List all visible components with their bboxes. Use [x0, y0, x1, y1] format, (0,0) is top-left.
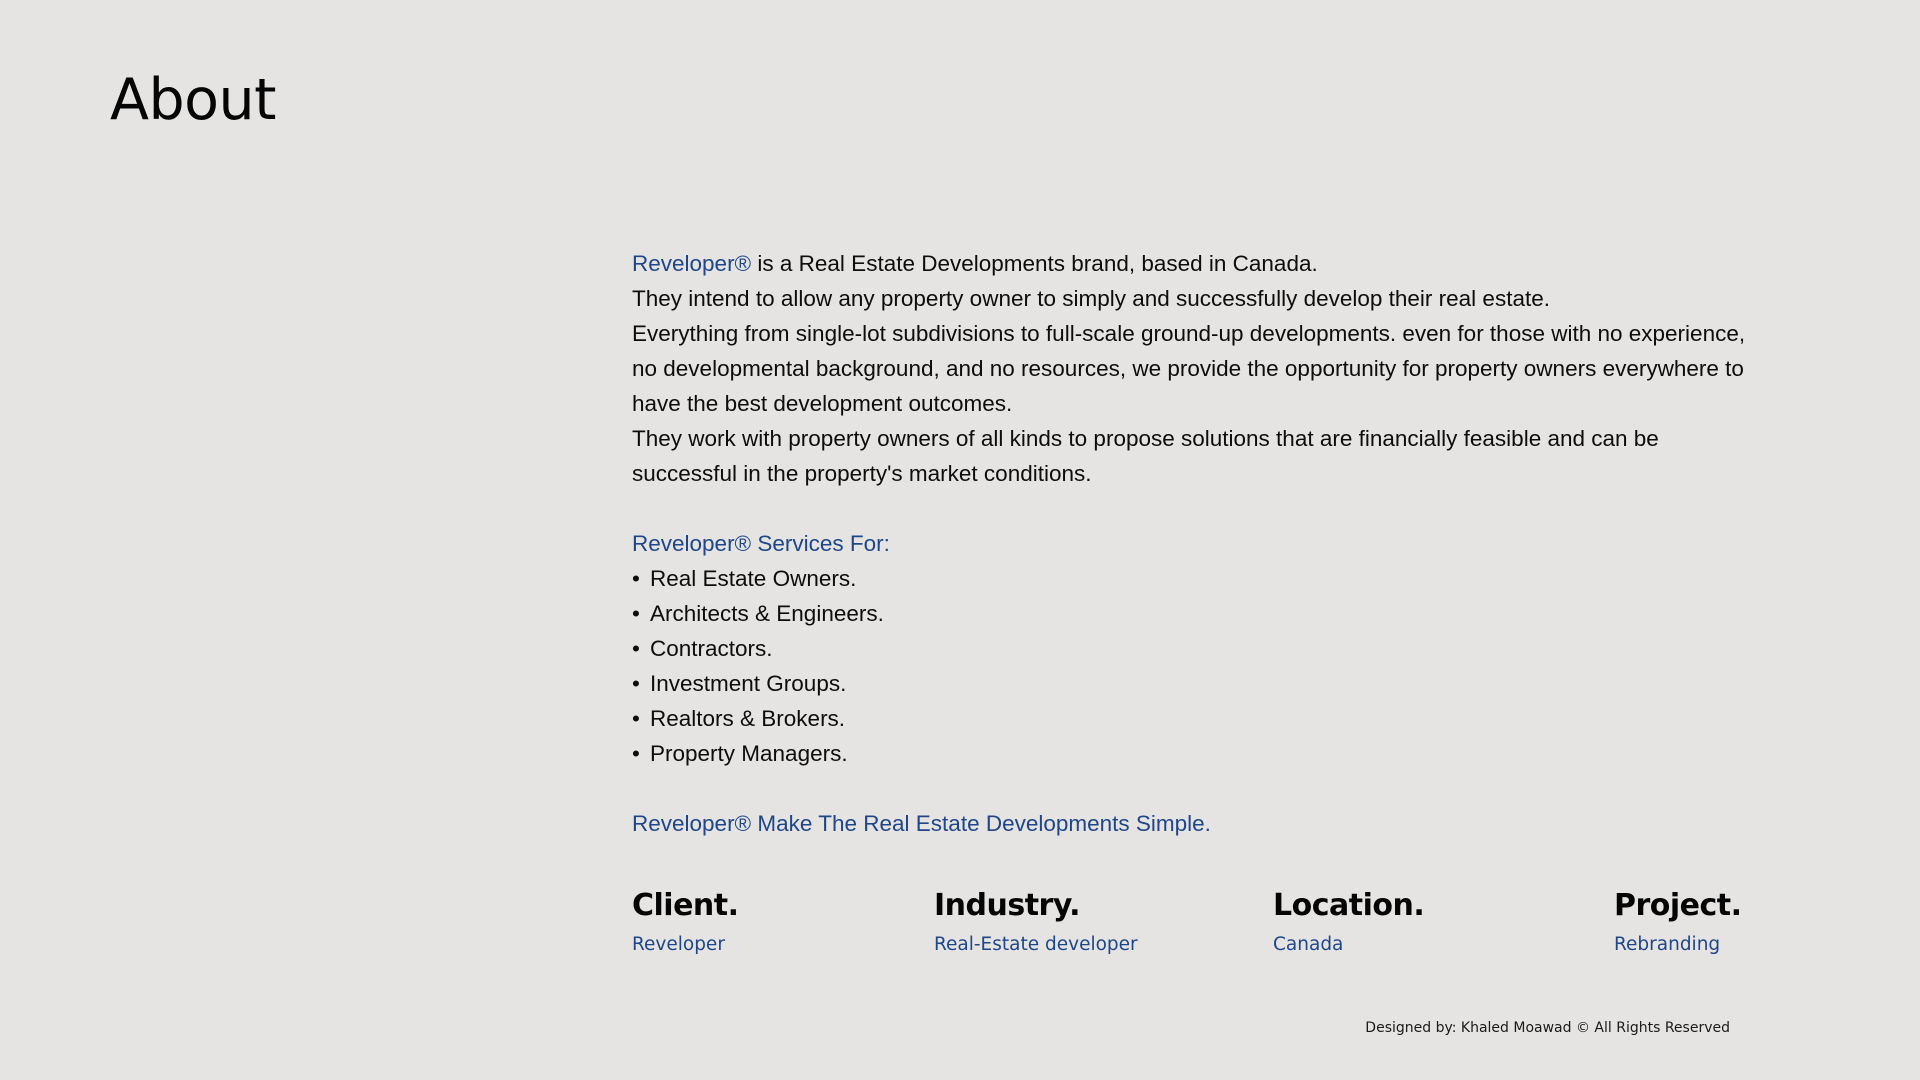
list-item: [632, 561, 1752, 596]
list-item-text: Contractors.: [650, 636, 773, 661]
list-item-text: Property Managers.: [650, 741, 848, 766]
list-item: [632, 736, 1752, 771]
list-item: [632, 666, 1752, 701]
list-item-text: Investment Groups.: [650, 671, 847, 696]
meta-location: [1273, 884, 1424, 955]
bullet-icon: •: [632, 601, 640, 626]
list-item: [632, 701, 1752, 736]
bullet-icon: •: [632, 671, 640, 696]
meta-value: Rebranding: [1614, 934, 1721, 955]
services-heading: Reveloper® Services For:: [632, 531, 890, 556]
bullet-icon: •: [632, 706, 640, 731]
intro-line-2: They intend to allow any property owner to simply and successfully develop their real estate.: [632, 286, 1550, 311]
list-item: [632, 596, 1752, 631]
tagline: Reveloper® Make The Real Estate Developments Simple.: [632, 811, 1211, 836]
page-title: About: [110, 67, 277, 133]
list-item: [632, 631, 1752, 666]
meta-heading: Project.: [1614, 888, 1742, 923]
meta-value: Real-Estate developer: [934, 934, 1138, 955]
intro-line-1-text: is a Real Estate Developments brand, based in Canada.: [751, 251, 1318, 276]
spacer: [632, 491, 1752, 526]
project-meta: [632, 884, 1742, 964]
meta-heading: Client.: [632, 888, 739, 923]
list-item-text: Realtors & Brokers.: [650, 706, 846, 731]
bullet-icon: •: [632, 741, 640, 766]
meta-heading: Location.: [1273, 888, 1425, 923]
spacer: [632, 771, 1752, 806]
footer-credit: Designed by: Khaled Moawad © All Rights Reserved: [1365, 1020, 1730, 1036]
bullet-icon: •: [632, 636, 640, 661]
meta-value: Canada: [1273, 934, 1344, 955]
services-list: [632, 561, 1752, 771]
intro-line-4: They work with property owners of all kinds to propose solutions that are financially feasible and can be successful in the property's market conditions.: [632, 426, 1659, 486]
meta-project: [1614, 884, 1742, 955]
meta-value: Reveloper: [632, 934, 725, 955]
meta-heading: Industry.: [934, 888, 1081, 923]
list-item-text: Real Estate Owners.: [650, 566, 857, 591]
intro-line-1: [632, 246, 1752, 281]
list-item-text: Architects & Engineers.: [650, 601, 884, 626]
about-content: [632, 246, 1752, 841]
brand-name: Reveloper®: [632, 251, 752, 276]
bullet-icon: •: [632, 566, 640, 591]
intro-line-3: Everything from single-lot subdivisions to full-scale ground-up developments. even for those with no experience, no developmental background, and no resources, we provide the opportunity for property owners everywhere to have the best development outcomes.: [632, 321, 1746, 416]
meta-client: [632, 884, 739, 955]
meta-industry: [934, 884, 1138, 955]
